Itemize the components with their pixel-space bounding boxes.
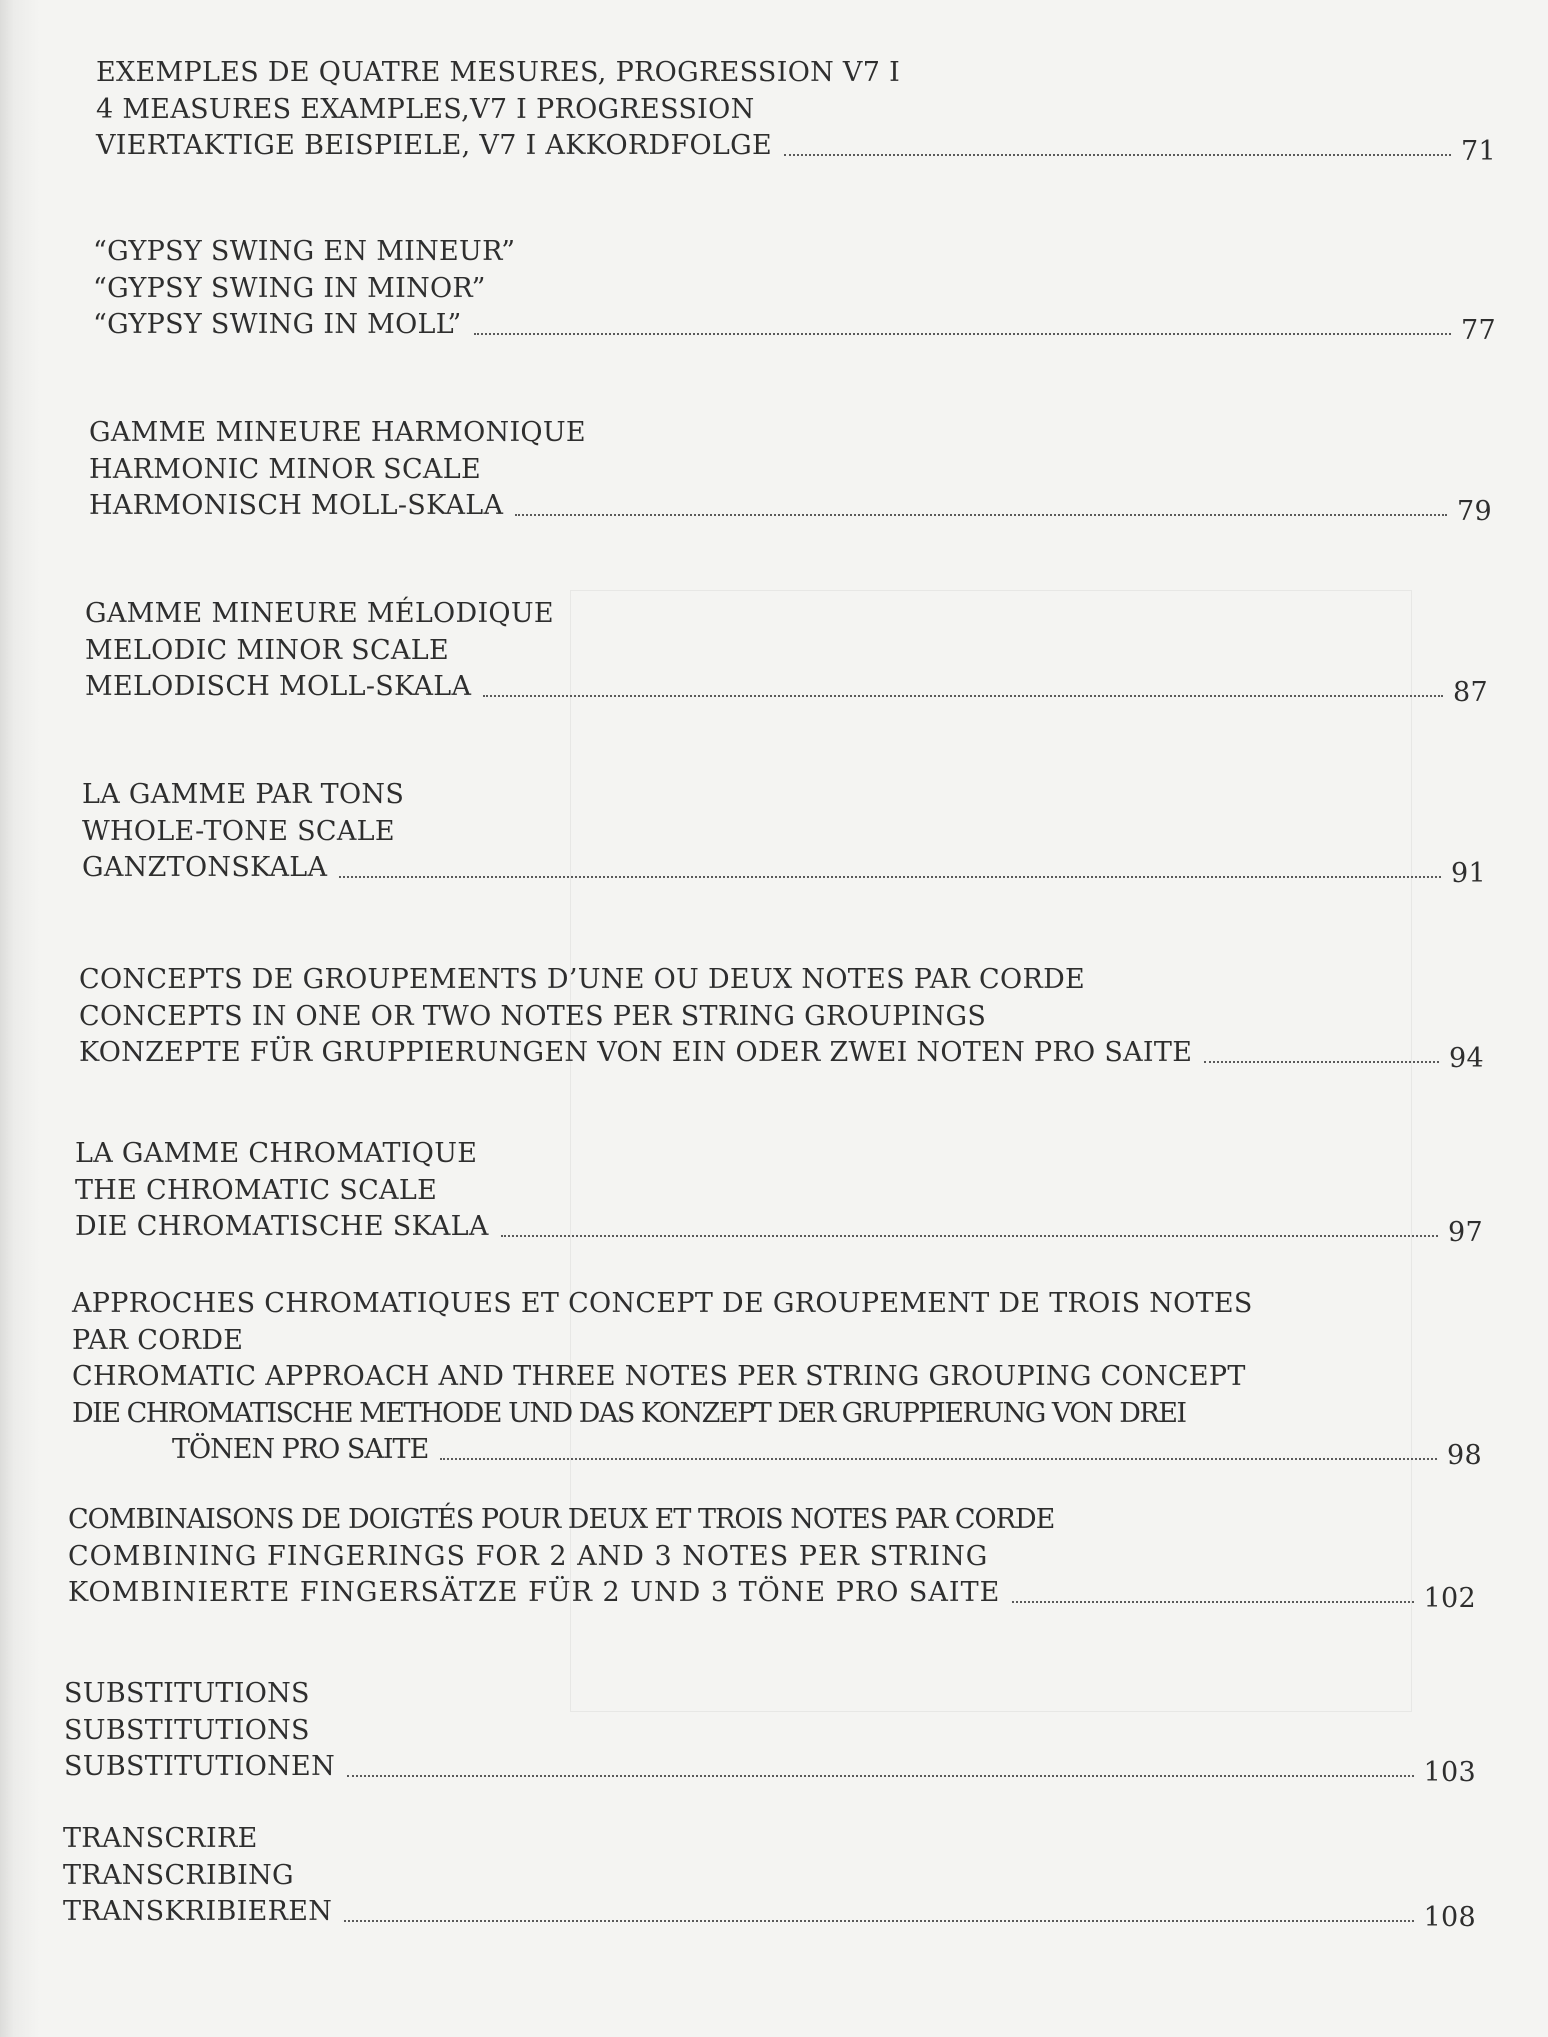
toc-entry-gypsy-swing [93, 234, 1496, 344]
toc-last-line [63, 1894, 1476, 1931]
toc-line: CHROMATIC APPROACH AND THREE NOTES PER STRING GROUPING CONCEPT [72, 1361, 1246, 1392]
toc-line: EXEMPLES DE QUATRE MESURES, PROGRESSION V7 I [96, 57, 901, 88]
toc-line: COMBINAISONS DE DOIGTÉS POUR DEUX ET TROIS NOTES PAR CORDE [68, 1504, 1055, 1535]
toc-line: TRANSKRIBIEREN [63, 1896, 333, 1927]
toc-line: TRANSCRIRE [63, 1823, 258, 1854]
toc-line: “GYPSY SWING IN MOLL” [93, 309, 462, 340]
toc-last-line [68, 1575, 1476, 1612]
toc-entry-combining-fingerings [68, 1502, 1476, 1612]
toc-line: TÖNEN PRO SAITE [172, 1434, 429, 1465]
toc-line: CONCEPTS DE GROUPEMENTS D’UNE OU DEUX NOTES PAR CORDE [79, 964, 1086, 995]
toc-entry-harmonic-minor [89, 415, 1492, 525]
toc-last-line [89, 488, 1492, 525]
toc-line: GANZTONSKALA [82, 852, 328, 883]
toc-entry-whole-tone [82, 777, 1486, 887]
toc-last-line [79, 1035, 1484, 1072]
page-number: 79 [1457, 496, 1492, 527]
toc-line: SUBSTITUTIONEN [64, 1751, 335, 1782]
dot-leader [344, 1919, 1413, 1922]
page-number: 98 [1447, 1440, 1482, 1471]
toc-line: APPROCHES CHROMATIQUES ET CONCEPT DE GROUPEMENT DE TROIS NOTES [72, 1288, 1253, 1319]
toc-entry-groupings [79, 962, 1484, 1072]
toc-line: MELODIC MINOR SCALE [85, 634, 449, 666]
toc-line: 4 MEASURES EXAMPLES,V7 I PROGRESSION [96, 93, 755, 125]
toc-line: “GYPSY SWING IN MINOR” [93, 272, 486, 304]
toc-last-line [96, 128, 1496, 165]
toc-line: VIERTAKTIGE BEISPIELE, V7 I AKKORDFOLGE [96, 130, 773, 161]
dot-leader [501, 1234, 1438, 1237]
page-number: 91 [1451, 858, 1486, 889]
toc-entry-chromatic-approach [72, 1286, 1482, 1469]
page-number: 108 [1423, 1902, 1476, 1933]
page-number: 97 [1448, 1217, 1483, 1248]
toc-last-line [82, 850, 1486, 887]
toc-line: COMBINING FINGERINGS FOR 2 AND 3 NOTES PER STRING [68, 1540, 989, 1572]
toc-entry-melodic-minor [85, 596, 1488, 706]
dot-leader [515, 513, 1447, 516]
toc-line: LA GAMME CHROMATIQUE [75, 1138, 478, 1169]
toc-last-line [64, 1749, 1476, 1786]
toc-line: THE CHROMATIC SCALE [75, 1174, 438, 1206]
toc-entry-transcribing [63, 1821, 1476, 1931]
toc-entry-substitutions [64, 1676, 1476, 1786]
toc-line: MELODISCH MOLL-SKALA [85, 671, 472, 702]
toc-line: GAMME MINEURE MÉLODIQUE [85, 598, 554, 629]
toc-line: GAMME MINEURE HARMONIQUE [89, 417, 586, 448]
dot-leader [1204, 1060, 1439, 1063]
page-number: 94 [1449, 1043, 1484, 1074]
toc-line: HARMONISCH MOLL-SKALA [89, 490, 504, 521]
toc-entry-four-measures [96, 55, 1496, 165]
page-number: 71 [1461, 136, 1496, 167]
toc-line: SUBSTITUTIONS [64, 1714, 310, 1746]
dot-leader [784, 153, 1451, 156]
dot-leader [1012, 1600, 1413, 1603]
dot-leader [474, 332, 1451, 335]
toc-line: CONCEPTS IN ONE OR TWO NOTES PER STRING GROUPINGS [79, 1000, 987, 1032]
toc-last-line [75, 1209, 1483, 1246]
toc-line: KONZEPTE FÜR GRUPPIERUNGEN VON EIN ODER ZWEI NOTEN PRO SAITE [79, 1037, 1193, 1068]
toc-entry-chromatic-scale [75, 1136, 1483, 1246]
page-number: 103 [1423, 1757, 1476, 1788]
dot-leader [347, 1774, 1414, 1777]
toc-last-line [85, 669, 1488, 706]
toc-line: HARMONIC MINOR SCALE [89, 453, 481, 485]
toc-line: PAR CORDE [72, 1324, 244, 1356]
toc-last-line [93, 307, 1496, 344]
toc-line: DIE CHROMATISCHE SKALA [75, 1211, 489, 1242]
dot-leader [440, 1457, 1437, 1460]
page-number: 87 [1453, 677, 1488, 708]
page-number: 77 [1461, 315, 1496, 346]
toc-line: LA GAMME PAR TONS [82, 779, 405, 810]
toc-last-line [72, 1432, 1482, 1469]
toc-line: DIE CHROMATISCHE METHODE UND DAS KONZEPT DER GRUPPIERUNG VON DREI [72, 1397, 1186, 1429]
toc-line: TRANSCRIBING [63, 1859, 294, 1891]
toc-line: KOMBINIERTE FINGERSÄTZE FÜR 2 UND 3 TÖNE PRO SAITE [68, 1577, 1001, 1608]
dot-leader [483, 694, 1443, 697]
page-number: 102 [1423, 1583, 1476, 1614]
toc-line: WHOLE-TONE SCALE [82, 815, 395, 847]
toc-line: SUBSTITUTIONS [64, 1678, 310, 1709]
dot-leader [339, 875, 1441, 878]
toc-line: “GYPSY SWING EN MINEUR” [93, 236, 516, 267]
